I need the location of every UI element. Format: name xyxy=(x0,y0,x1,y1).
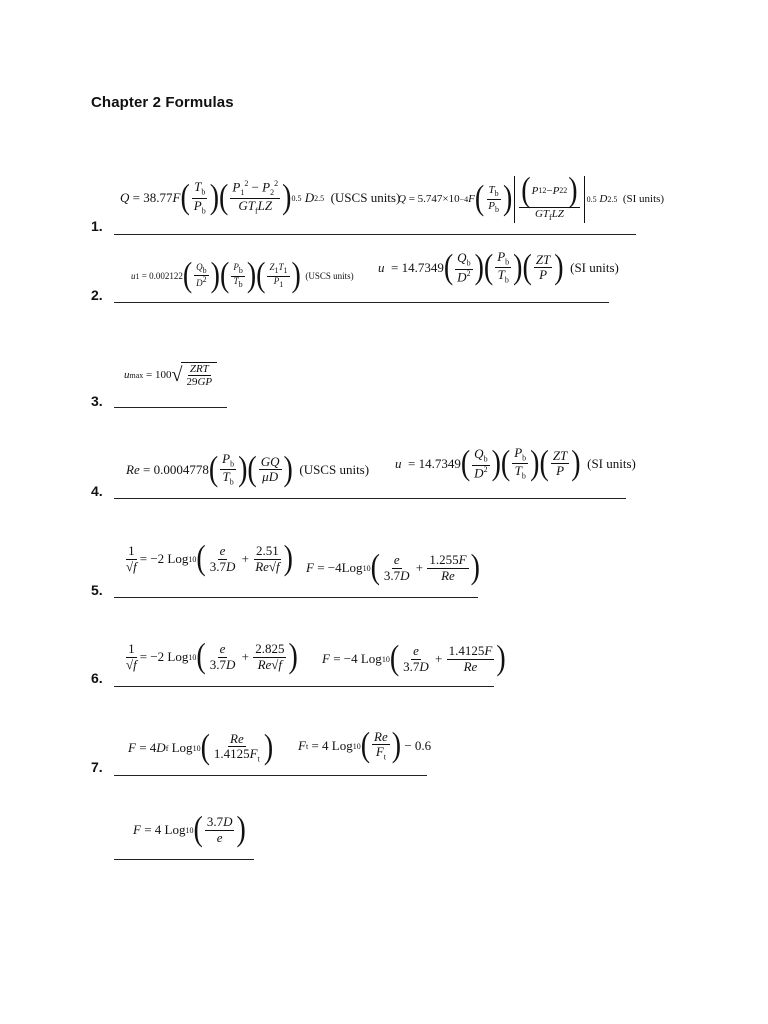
formula-5-a: $\frac{1}{√f}$ = −2 Log 10 ( $\frac{e}{3.7D}$ + $\frac{2.51}{Re√f}$ ) xyxy=(123,543,293,575)
formula-4-uscs: Re = 0.0004778 ( $\frac{P_b}{T_b}$ ) ( $\frac{GQ}{\mu D}$ ) (USCS units) xyxy=(126,452,369,488)
formula-1-uscs-units: (USCS units) xyxy=(330,190,401,206)
item-number-4: 4. xyxy=(91,483,103,499)
formula-1-uscs: Q = 38.77 F ( $\frac{T_b}{P_b}$ ) ( $\frac{P_1^2 - P_2^2}{GT_fLZ}$ ) 0.5 D 2.5 (USCS units) xyxy=(120,180,400,216)
formula-4-si-units: (SI units) xyxy=(587,455,636,471)
page-title: Chapter 2 Formulas xyxy=(91,94,234,111)
item-number-6: 6. xyxy=(91,670,103,686)
formula-2-si-units: (SI units) xyxy=(570,259,619,275)
formula-8-underline xyxy=(114,859,254,860)
formula-7-a: F = 4 D f Log 10 ( $\frac{Re}{1.4125F_t}$ ) xyxy=(128,732,273,765)
item-number-2: 2. xyxy=(91,287,103,303)
formula-5-underline xyxy=(114,597,478,598)
formula-4-uscs-units: (USCS units) xyxy=(299,461,370,477)
formula-1-si: Q = 5.747×10 −4 F ( $\frac{T_b}{P_b}$ ) ( P 1 2 − P 2 2 ) $GT_fLZ$ 0.5 D 2.5 (SI units) xyxy=(398,176,664,223)
formula-5-b: F = −4Log 10 ( $\frac{e}{3.7D}$ + $\frac{1.255F}{Re}$ ) xyxy=(306,552,480,584)
formula-3: u max = 100 √ $\frac{\text{ZRT}}{29GP}$ xyxy=(124,362,217,388)
formula-3-underline xyxy=(114,407,227,408)
formula-2-si: u = 14.7349 ( $\frac{Q_b}{D^2}$ ) ( $\frac{P_b}{T_b}$ ) ( $\frac{ZT}{P}$ ) (SI units) xyxy=(378,250,619,286)
formula-7-b: F t = 4 Log 10 ( $\frac{Re}{F_t}$ ) − 0.6 xyxy=(298,730,431,763)
formula-8: F = 4 Log 10 ( $\frac{3.7D}{e}$ ) xyxy=(133,814,246,846)
item-number-1: 1. xyxy=(91,218,103,234)
formula-1-si-units: (SI units) xyxy=(622,193,665,206)
formula-7-underline xyxy=(114,775,427,776)
formula-2-uscs-units: (USCS units) xyxy=(305,271,354,281)
formula-6-b: F = −4 Log 10 ( $\frac{e}{3.7D}$ + $\frac{1.4125F}{Re}$ ) xyxy=(322,643,506,675)
formula-6-a: $\frac{1}{√f}$ = −2 Log 10 ( $\frac{e}{3.7D}$ + $\frac{2.825}{Re√f}$ ) xyxy=(123,641,298,673)
formula-4-underline xyxy=(114,498,626,499)
formula-2-underline xyxy=(114,302,609,303)
item-number-5: 5. xyxy=(91,582,103,598)
formula-2-uscs: u 1 = 0.002122 ( $\frac{Q_b}{D^2}$ ) ( $\frac{P_b}{T_b}$ ) ( $\frac{Z_1T_1}{P_1}$ ) (USCS units) xyxy=(131,260,354,292)
formula-4-si: u = 14.7349 ( $\frac{Q_b}{D^2}$ ) ( $\frac{P_b}{T_b}$ ) ( $\frac{ZT}{P}$ ) (SI units) xyxy=(395,446,636,482)
item-number-7: 7. xyxy=(91,759,103,775)
item-number-3: 3. xyxy=(91,393,103,409)
formula-6-underline xyxy=(114,686,494,687)
formula-1-underline xyxy=(114,234,636,235)
